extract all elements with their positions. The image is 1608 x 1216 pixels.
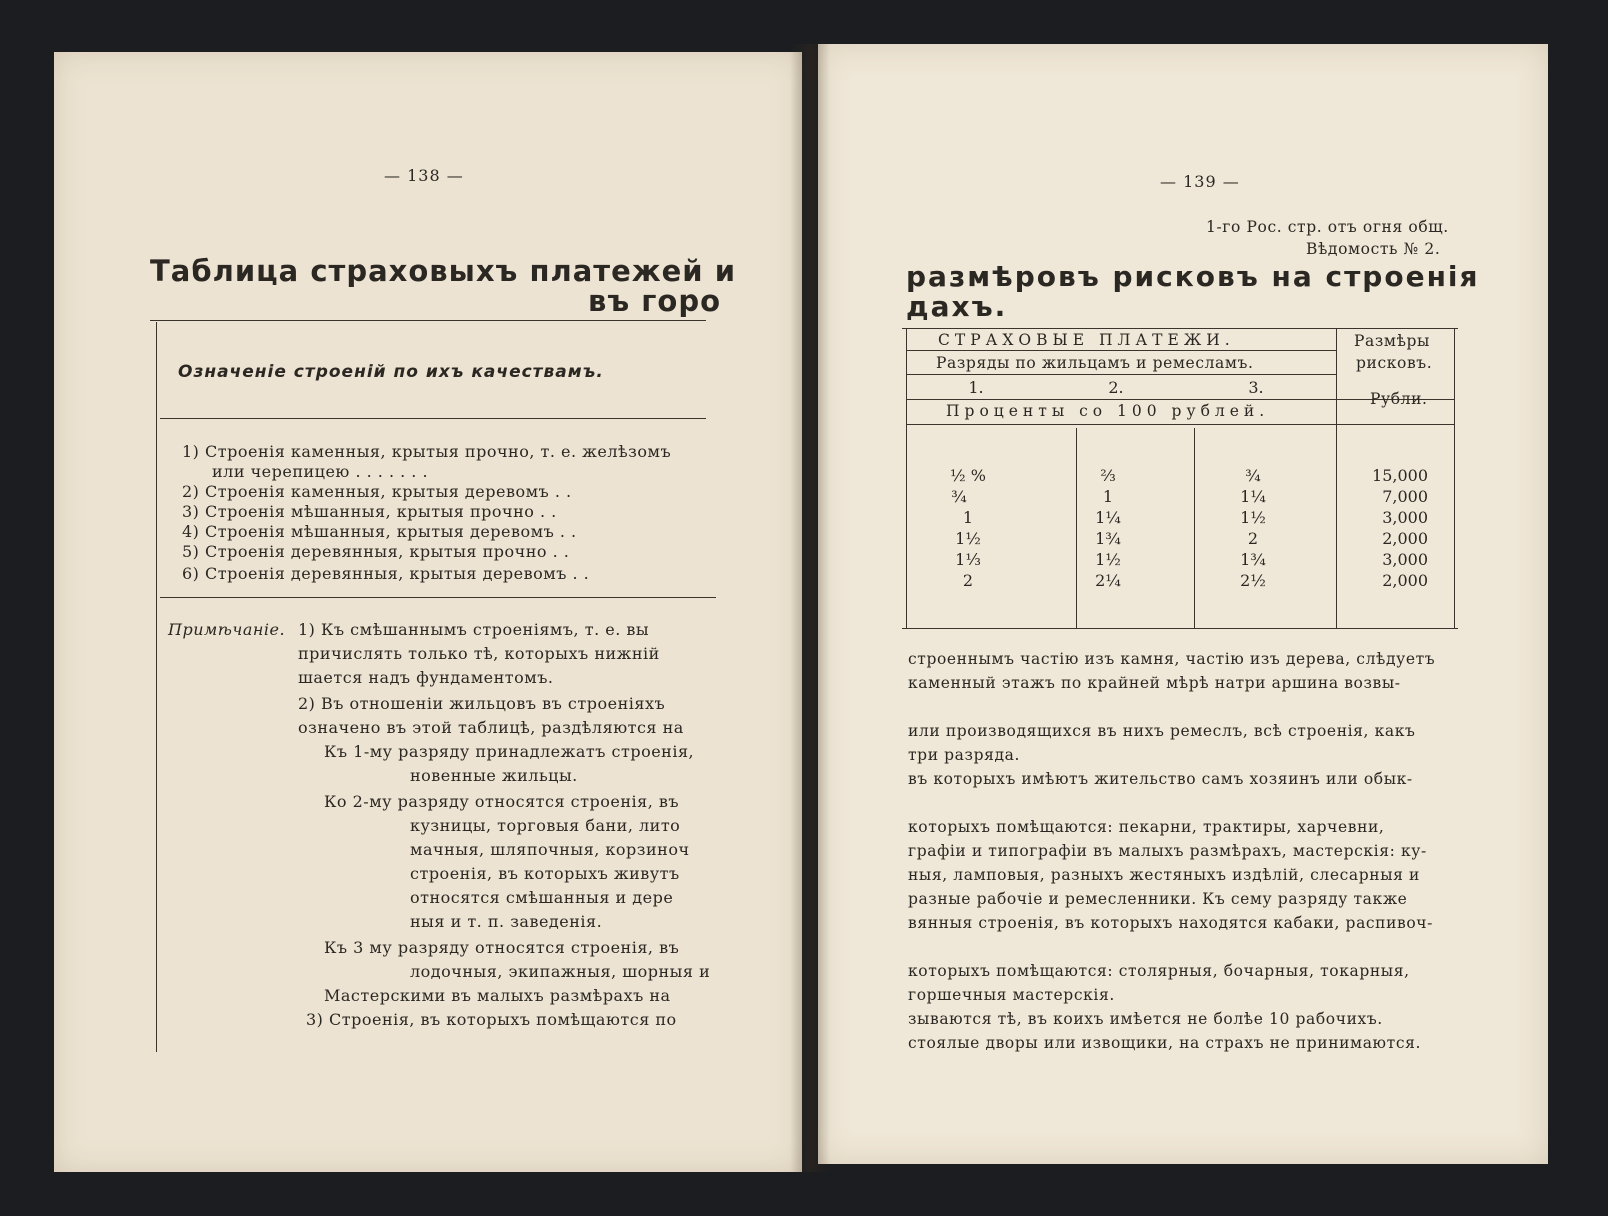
- header-rule: [906, 424, 1454, 425]
- rate-cell: 1½: [1095, 550, 1121, 569]
- table-left-rule: [906, 328, 907, 628]
- rate-cell: 1¾: [1240, 550, 1266, 569]
- note-line: кузницы, торговыя бани, лито: [410, 816, 681, 835]
- risk-cell: 2,000: [1382, 571, 1428, 590]
- column-header: Означеніе строеній по ихъ качествамъ.: [178, 362, 604, 382]
- page-title: размѣровъ рисковъ на строенія: [906, 260, 1480, 293]
- risk-cell: 7,000: [1382, 487, 1428, 506]
- page-number: — 138 —: [384, 166, 464, 185]
- table-top-rule: [150, 320, 706, 321]
- note-line: шается надъ фундаментомъ.: [298, 668, 554, 687]
- category-line: 2) Строенія каменныя, крытыя деревомъ . .: [182, 482, 572, 501]
- text-line: строеннымъ частію изъ камня, частію изъ дерева, слѣдуетъ: [908, 650, 1436, 668]
- header-rule: [906, 350, 1336, 351]
- note-line: относятся смѣшанныя и дере: [410, 888, 674, 907]
- risk-header: рисковъ.: [1356, 354, 1433, 372]
- table-top-rule: [902, 328, 1458, 329]
- category-line: 6) Строенія деревянныя, крытыя деревомъ . .: [182, 564, 590, 583]
- rate-cell: 1⅓: [955, 550, 981, 569]
- text-line: графіи и типографіи въ малыхъ размѣрахъ, мастерскія: ку-: [908, 842, 1427, 860]
- risk-unit: Рубли.: [1370, 390, 1428, 408]
- note-line: Къ 3 му разряду относятся строенія, въ: [324, 938, 680, 957]
- text-line: которыхъ помѣщаются: столярныя, бочарныя, токарныя,: [908, 962, 1410, 980]
- note-line: 3) Строенія, въ которыхъ помѣщаются по: [306, 1010, 677, 1029]
- risk-cell: 2,000: [1382, 529, 1428, 548]
- table-left-rule: [156, 322, 157, 1052]
- category-line: 3) Строенія мѣшанныя, крытыя прочно . .: [182, 502, 557, 521]
- table-bottom-rule: [902, 628, 1458, 629]
- class-header: 1.: [968, 378, 984, 397]
- note-line: 1) Къ смѣшаннымъ строеніямъ, т. е. вы: [298, 620, 650, 639]
- rate-cell: 1½: [1240, 508, 1266, 527]
- risk-cell: 3,000: [1382, 550, 1428, 569]
- page-title-continued: дахъ.: [906, 290, 1008, 323]
- note-line: 2) Въ отношеніи жильцовъ въ строеніяхъ: [298, 694, 666, 713]
- rate-cell: 2: [1247, 529, 1259, 548]
- rate-cell: 2¼: [1095, 571, 1121, 590]
- text-line: которыхъ помѣщаются: пекарни, трактиры, харчевни,: [908, 818, 1385, 836]
- percent-header: Проценты со 100 рублей.: [946, 402, 1270, 420]
- sub-header: Разряды по жильцамъ и ремесламъ.: [936, 354, 1254, 372]
- rate-cell: 1½: [955, 529, 981, 548]
- header-rule: [906, 374, 1336, 375]
- text-line: или производящихся въ нихъ ремеслъ, всѣ строенія, какъ: [908, 722, 1416, 740]
- rate-cell: ¾: [951, 487, 967, 506]
- text-line: стоялые дворы или извощики, на страхъ не принимаются.: [908, 1034, 1422, 1052]
- page-title-continued: въ горо: [588, 284, 721, 318]
- header-line: 1-го Рос. стр. отъ огня общ.: [1206, 218, 1449, 236]
- note-line: лодочныя, экипажныя, шорныя и: [410, 962, 711, 981]
- text-line: каменный этажъ по крайней мѣрѣ натри аршина возвы-: [908, 674, 1401, 692]
- class-header: 3.: [1248, 378, 1264, 397]
- rate-cell: 1: [962, 508, 974, 527]
- note-line: Къ 1-му разряду принадлежатъ строенія,: [324, 742, 695, 761]
- page-number: — 139 —: [1160, 172, 1240, 191]
- book-gutter: [790, 44, 830, 1172]
- class-header: 2.: [1108, 378, 1124, 397]
- column-rule: [1076, 428, 1077, 628]
- table-right-rule: [1454, 328, 1455, 628]
- text-line: разные рабочіе и ремесленники. Къ сему разряду также: [908, 890, 1408, 908]
- note-line: новенные жильцы.: [410, 766, 578, 785]
- note-line: мачныя, шляпочныя, корзиноч: [410, 840, 690, 859]
- text-line: горшечныя мастерскія.: [908, 986, 1115, 1004]
- rate-cell: 1¼: [1240, 487, 1266, 506]
- risk-cell: 3,000: [1382, 508, 1428, 527]
- rate-cell: 1¼: [1095, 508, 1121, 527]
- risk-header: Размѣры: [1354, 332, 1430, 350]
- text-line: ныя, ламповыя, разныхъ жестяныхъ издѣлій, слесарныя и: [908, 866, 1420, 884]
- page-title: Таблица страховыхъ платежей и: [150, 254, 737, 288]
- text-line: въ которыхъ имѣютъ жительство самъ хозяинъ или обык-: [908, 770, 1413, 788]
- header-line: Вѣдомость № 2.: [1306, 240, 1441, 258]
- note-label: Примѣчаніе.: [168, 620, 286, 639]
- rate-cell: 2½: [1240, 571, 1266, 590]
- note-line: Мастерскими въ малыхъ размѣрахъ на: [324, 986, 671, 1005]
- text-line: зываются тѣ, въ коихъ имѣется не болѣе 10 рабочихъ.: [908, 1010, 1383, 1028]
- rate-cell: 1: [1102, 487, 1114, 506]
- rate-cell: 2: [962, 571, 974, 590]
- text-line: вянныя строенія, въ которыхъ находятся кабаки, распивоч-: [908, 914, 1433, 932]
- rate-cell: ¾: [1245, 466, 1261, 485]
- rate-cell: 1¾: [1095, 529, 1121, 548]
- rate-cell: ½ %: [950, 466, 986, 485]
- table-bottom-rule: [160, 597, 716, 598]
- note-line: строенія, въ которыхъ живутъ: [410, 864, 680, 883]
- note-line: Ко 2-му разряду относятся строенія, въ: [324, 792, 680, 811]
- rate-cell: ⅔: [1100, 466, 1116, 485]
- note-line: причислять только тѣ, которыхъ нижній: [298, 644, 660, 663]
- header-rule: [160, 418, 706, 419]
- note-line: означено въ этой таблицѣ, раздѣляются на: [298, 718, 684, 737]
- right-page: [818, 44, 1548, 1164]
- category-line: 5) Строенія деревянныя, крытыя прочно . .: [182, 542, 570, 561]
- risk-column-rule: [1336, 328, 1337, 628]
- risk-cell: 15,000: [1372, 466, 1428, 485]
- column-rule: [1194, 428, 1195, 628]
- text-line: три разряда.: [908, 746, 1020, 764]
- category-line: 4) Строенія мѣшанныя, крытыя деревомъ . .: [182, 522, 577, 541]
- category-line: или черепицею . . . . . . .: [212, 462, 429, 481]
- group-header: СТРАХОВЫЕ ПЛАТЕЖИ.: [938, 331, 1235, 349]
- category-line: 1) Строенія каменныя, крытыя прочно, т. е. желѣзомъ: [182, 442, 672, 461]
- note-line: ныя и т. п. заведенія.: [410, 912, 603, 931]
- left-page: [54, 52, 802, 1172]
